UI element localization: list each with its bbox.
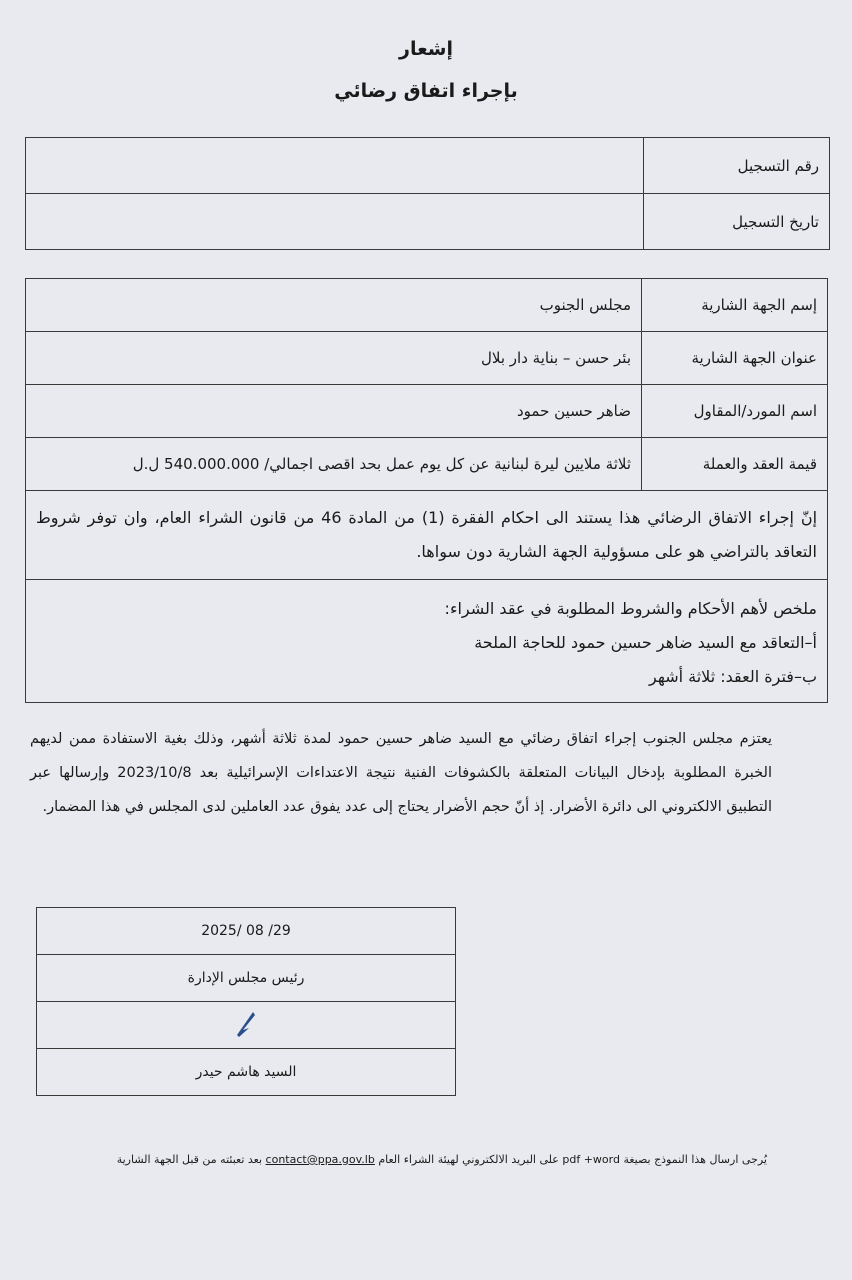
footer-note	[55, 1150, 767, 1170]
registration-table	[25, 137, 830, 250]
legal-paragraph: إنّ إجراء الاتفاق الرضائي هذا يستند الى احكام الفقرة (1) من المادة 46 من قانون الشراء العام، وان توفر شروط التعاقد بالتراضي هو على مسؤولية الجهة الشارية دون سواها.	[26, 491, 828, 580]
contract-value-label: قيمة العقد والعملة	[642, 438, 828, 491]
entity-value: مجلس الجنوب	[26, 279, 642, 332]
entity-row	[26, 279, 828, 332]
registration-number-row	[26, 138, 830, 194]
contract-value-row	[26, 438, 828, 491]
contract-value-value: ثلاثة ملايين ليرة لبنانية عن كل يوم عمل بحد اقصى اجمالي/ 540.000.000 ل.ل	[26, 438, 642, 491]
summary-cell	[26, 580, 828, 703]
contract-info-table	[25, 278, 828, 703]
signature-name: السيد هاشم حيدر	[37, 1049, 456, 1096]
signature-role: رئيس مجلس الإدارة	[37, 955, 456, 1002]
signature-table	[36, 907, 456, 1096]
summary-item-b: ب–فترة العقد: ثلاثة أشهر	[648, 667, 817, 686]
address-label: عنوان الجهة الشارية	[642, 332, 828, 385]
body-paragraph: يعتزم مجلس الجنوب إجراء اتفاق رضائي مع السيد ضاهر حسين حمود لمدة ثلاثة أشهر، وذلك بغية الاستفادة ممن لديهم الخبرة المطلوبة بإدخال البيانات المتعلقة بالكشوفات الفنية نتيجة الاعتداءات الإسرائيلية بعد 2023/10/8 وإرسالها عبر التطبيق الالكتروني الى دائرة الأضرار. إذ أنّ حجم الأضرار يحتاج إلى عدد يفوق عدد العاملين لدى المجلس في هذا المضمار.	[30, 731, 772, 815]
legal-paragraph-row	[26, 491, 828, 580]
footer-email-link[interactable]: contact@ppa.gov.lb	[265, 1153, 375, 1166]
footer-text-before: يُرجى ارسال هذا النموذج بصيغة pdf +word على البريد الالكتروني لهيئة الشراء العام	[378, 1153, 767, 1166]
registration-number-label: رقم التسجيل	[644, 138, 830, 194]
document-title: إشعار	[399, 38, 453, 60]
registration-date-label: تاريخ التسجيل	[644, 194, 830, 250]
supplier-row	[26, 385, 828, 438]
summary-row	[26, 580, 828, 703]
summary-heading: ملخص لأهم الأحكام والشروط المطلوبة في عقد الشراء:	[444, 599, 817, 618]
registration-number-value	[26, 138, 644, 194]
address-value: بئر حسن – بناية دار بلال	[26, 332, 642, 385]
supplier-label: اسم المورد/المقاول	[642, 385, 828, 438]
entity-label: إسم الجهة الشارية	[642, 279, 828, 332]
footer-text-after: بعد تعبئته من قبل الجهة الشارية	[116, 1153, 263, 1166]
signature-mark-icon	[234, 1008, 258, 1042]
address-row	[26, 332, 828, 385]
signature-mark-cell	[37, 1002, 456, 1049]
summary-item-a: أ–التعاقد مع السيد ضاهر حسين حمود للحاجة الملحة	[474, 633, 817, 652]
document-subtitle: بإجراء اتفاق رضائي	[334, 80, 518, 102]
supplier-value: ضاهر حسين حمود	[26, 385, 642, 438]
registration-date-row	[26, 194, 830, 250]
signature-date: 2025/ 08 /29	[37, 908, 456, 955]
registration-date-value	[26, 194, 644, 250]
